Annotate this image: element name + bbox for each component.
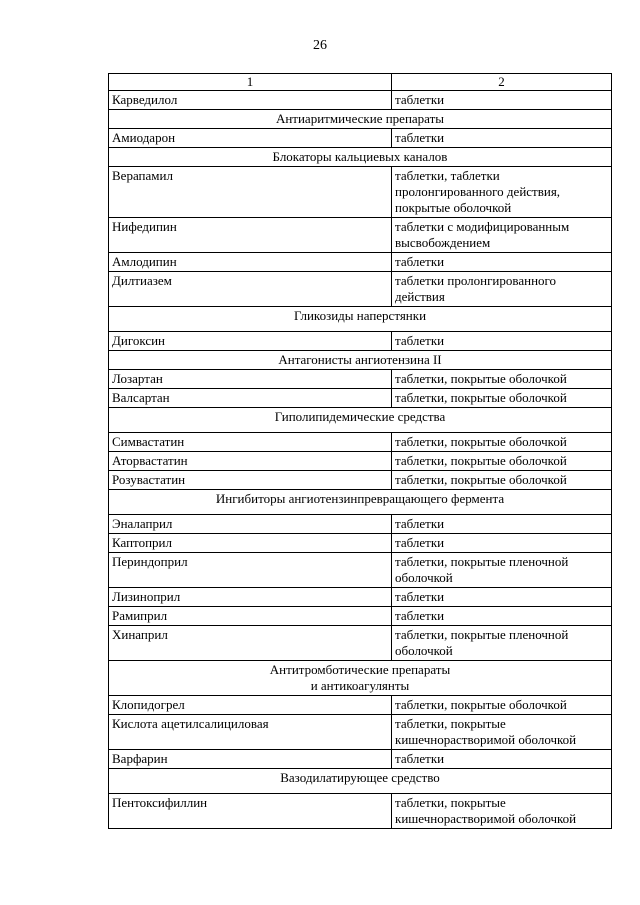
- category-row: [109, 408, 612, 433]
- category-row: [109, 110, 612, 129]
- drug-name: Амиодарон: [109, 129, 392, 148]
- drug-form: таблетки: [392, 129, 612, 148]
- drug-form: таблетки, таблетки пролонгированного действия, покрытые оболочкой: [392, 167, 612, 218]
- drug-row: [109, 794, 612, 829]
- drug-row: [109, 129, 612, 148]
- drug-row: [109, 389, 612, 408]
- drug-name: Розувастатин: [109, 471, 392, 490]
- category-row: [109, 148, 612, 167]
- drug-name: Дигоксин: [109, 332, 392, 351]
- drug-form: таблетки, покрытые оболочкой: [392, 389, 612, 408]
- category-heading: Ингибиторы ангиотензинпревращающего фермента: [109, 490, 612, 515]
- drug-name: Лизиноприл: [109, 588, 392, 607]
- drug-row: [109, 332, 612, 351]
- drug-form: таблетки: [392, 607, 612, 626]
- category-heading: Антагонисты ангиотензина II: [109, 351, 612, 370]
- category-row: [109, 661, 612, 696]
- drug-name: Аторвастатин: [109, 452, 392, 471]
- drug-form: таблетки, покрытые оболочкой: [392, 433, 612, 452]
- category-heading: Гиполипидемические средства: [109, 408, 612, 433]
- drug-name: Эналаприл: [109, 515, 392, 534]
- drug-name: Верапамил: [109, 167, 392, 218]
- drug-table-body: [109, 74, 612, 829]
- drug-row: [109, 588, 612, 607]
- drug-row: [109, 696, 612, 715]
- category-row: [109, 769, 612, 794]
- drug-name: Рамиприл: [109, 607, 392, 626]
- category-heading-line: и антикоагулянты: [310, 678, 410, 693]
- drug-form: таблетки, покрытые кишечнорастворимой оболочкой: [392, 715, 612, 750]
- drug-form: таблетки, покрытые оболочкой: [392, 370, 612, 389]
- drug-form: таблетки, покрытые оболочкой: [392, 452, 612, 471]
- page-number: 26: [313, 38, 327, 53]
- drug-form: таблетки, покрытые пленочной оболочкой: [392, 553, 612, 588]
- drug-form: таблетки, покрытые оболочкой: [392, 696, 612, 715]
- drug-form: таблетки: [392, 91, 612, 110]
- drug-row: [109, 272, 612, 307]
- drug-name: Карведилол: [109, 91, 392, 110]
- drug-name: Нифедипин: [109, 218, 392, 253]
- drug-row: [109, 218, 612, 253]
- category-heading: Гликозиды наперстянки: [109, 307, 612, 332]
- drug-form: таблетки: [392, 588, 612, 607]
- drug-form: таблетки: [392, 534, 612, 553]
- drug-name: Кислота ацетилсалициловая: [109, 715, 392, 750]
- drug-form: таблетки пролонгированного действия: [392, 272, 612, 307]
- drug-row: [109, 626, 612, 661]
- drug-row: [109, 534, 612, 553]
- category-row: [109, 490, 612, 515]
- category-row: [109, 307, 612, 332]
- drug-row: [109, 607, 612, 626]
- drug-name: Пентоксифиллин: [109, 794, 392, 829]
- drug-form: таблетки, покрытые оболочкой: [392, 471, 612, 490]
- drug-row: [109, 471, 612, 490]
- drug-form: таблетки с модифицированным высвобождением: [392, 218, 612, 253]
- drug-form: таблетки: [392, 515, 612, 534]
- drug-name: Лозартан: [109, 370, 392, 389]
- header-col-1: 1: [109, 74, 392, 91]
- drug-row: [109, 715, 612, 750]
- category-heading-line: Антитромботические препараты: [269, 662, 451, 677]
- drug-name: Периндоприл: [109, 553, 392, 588]
- category-heading: Вазодилатирующее средство: [109, 769, 612, 794]
- header-col-2: 2: [392, 74, 612, 91]
- category-heading: Блокаторы кальциевых каналов: [109, 148, 612, 167]
- drug-name: Варфарин: [109, 750, 392, 769]
- drug-name: Валсартан: [109, 389, 392, 408]
- drug-name: Клопидогрел: [109, 696, 392, 715]
- drug-row: [109, 370, 612, 389]
- category-heading: Антиаритмические препараты: [109, 110, 612, 129]
- drug-form: таблетки: [392, 750, 612, 769]
- drug-name: Хинаприл: [109, 626, 392, 661]
- drug-table: [108, 73, 612, 829]
- drug-name: Амлодипин: [109, 253, 392, 272]
- drug-row: [109, 515, 612, 534]
- drug-row: [109, 167, 612, 218]
- drug-row: [109, 452, 612, 471]
- drug-form: таблетки: [392, 253, 612, 272]
- table-header-row: [109, 74, 612, 91]
- drug-form: таблетки: [392, 332, 612, 351]
- drug-row: [109, 91, 612, 110]
- drug-row: [109, 433, 612, 452]
- drug-form: таблетки, покрытые пленочной оболочкой: [392, 626, 612, 661]
- drug-row: [109, 750, 612, 769]
- category-heading: [109, 661, 612, 696]
- drug-name: Дилтиазем: [109, 272, 392, 307]
- drug-row: [109, 553, 612, 588]
- drug-name: Симвастатин: [109, 433, 392, 452]
- category-row: [109, 351, 612, 370]
- drug-form: таблетки, покрытые кишечнорастворимой оболочкой: [392, 794, 612, 829]
- drug-row: [109, 253, 612, 272]
- drug-name: Каптоприл: [109, 534, 392, 553]
